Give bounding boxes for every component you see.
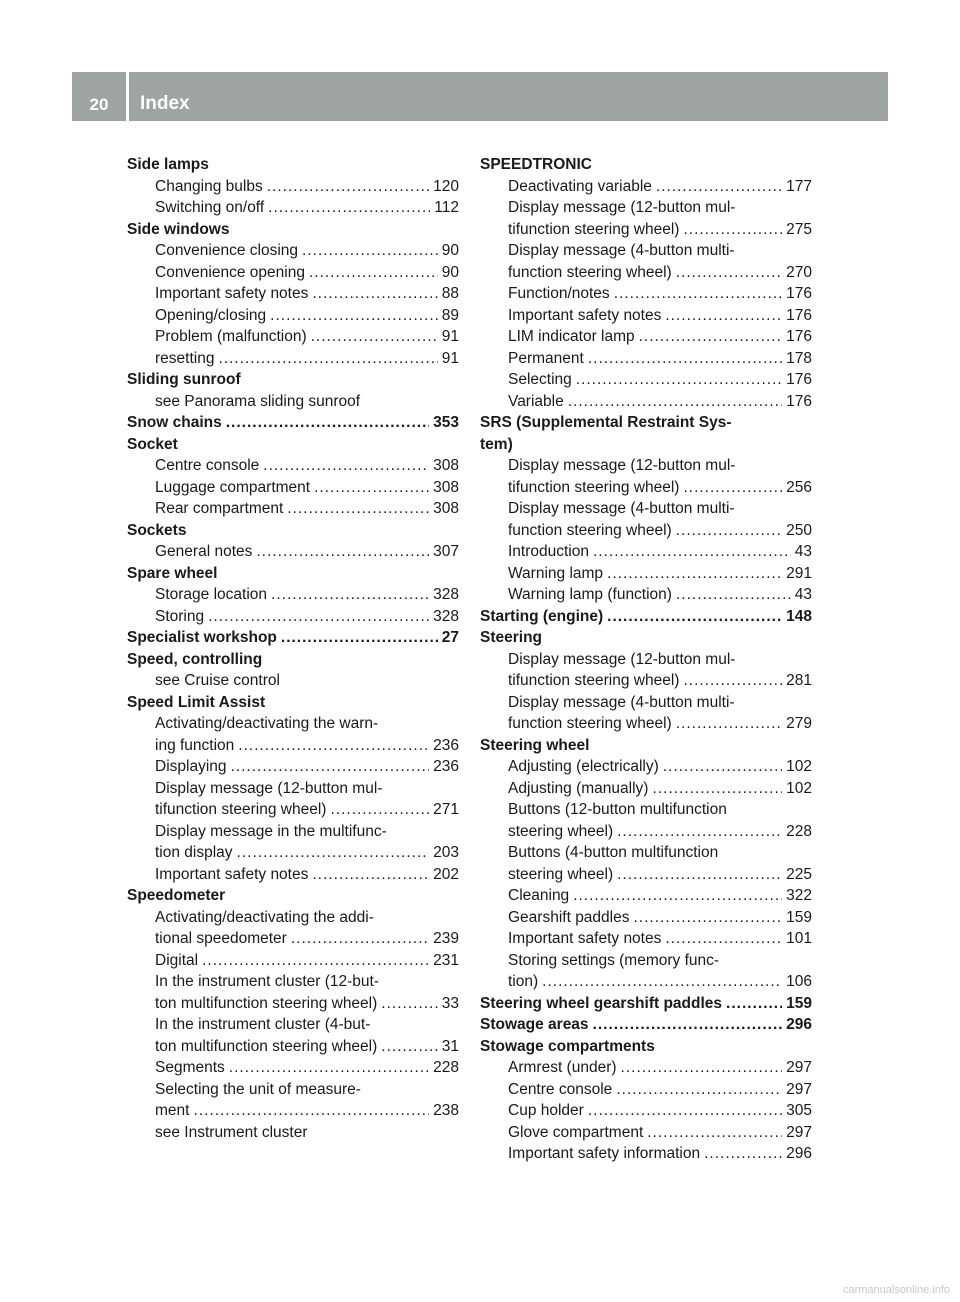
- dot-leader: [312, 283, 437, 305]
- watermark: carmanualsonline.info: [842, 1284, 950, 1296]
- index-subentry: [480, 477, 812, 499]
- index-subentry: [127, 864, 459, 886]
- index-subentry: [127, 262, 459, 284]
- index-heading: Socket: [127, 435, 178, 453]
- index-subentry: see Panorama sliding sunroof: [155, 392, 361, 410]
- page-ref: 106: [786, 973, 812, 990]
- index-subentry: Buttons (12-button multifunction: [508, 801, 727, 818]
- index-heading: Speed Limit Assist: [127, 693, 266, 711]
- dot-leader: [576, 369, 782, 391]
- index-subentry: [480, 907, 812, 929]
- entry-text: Centre console: [155, 457, 260, 474]
- entry-text: Selecting: [508, 371, 572, 388]
- index-subentry: [127, 606, 459, 628]
- index-heading: [480, 993, 812, 1015]
- page-ref: 297: [786, 1123, 812, 1141]
- entry-text: LIM indicator lamp: [508, 328, 635, 345]
- dot-leader: [652, 778, 782, 800]
- dot-leader: [281, 627, 438, 649]
- entry-text: Digital: [155, 951, 199, 969]
- entry-text: ton multifunction steering wheel): [155, 1037, 378, 1055]
- page-ref: 308: [433, 457, 459, 474]
- index-heading: tem): [480, 435, 513, 453]
- page-ref: 148: [786, 607, 812, 625]
- dot-leader: [238, 735, 429, 757]
- dot-leader: [256, 541, 429, 563]
- dot-leader: [287, 498, 429, 520]
- page-ref: 177: [786, 177, 812, 195]
- page-ref: 91: [441, 349, 459, 367]
- entry-text: Glove compartment: [508, 1123, 644, 1141]
- index-heading: Sockets: [127, 521, 187, 539]
- dot-leader: [683, 219, 782, 241]
- entry-text: steering wheel): [508, 865, 614, 883]
- page-ref: 271: [433, 801, 459, 818]
- page-ref: 176: [786, 306, 812, 324]
- index-subentry: In the instrument cluster (4-but-: [155, 1016, 371, 1033]
- entry-text: Displaying: [155, 758, 227, 775]
- entry-text: Deactivating variable: [508, 177, 652, 195]
- page-ref: 305: [786, 1102, 812, 1119]
- index-subentry: [480, 885, 812, 907]
- page-ref: 90: [441, 242, 459, 259]
- page-ref: 176: [786, 285, 812, 302]
- page-ref: 239: [433, 930, 459, 947]
- entry-text: Stowage areas: [480, 1016, 589, 1033]
- dot-leader: [614, 283, 782, 305]
- dot-leader: [311, 326, 438, 348]
- index-subentry: [127, 735, 459, 757]
- dot-leader: [291, 928, 429, 950]
- entry-text: Variable: [508, 392, 564, 410]
- page-ref: 228: [433, 1059, 459, 1076]
- index-subentry: [127, 1057, 459, 1079]
- dot-leader: [309, 262, 438, 284]
- index-heading: [127, 412, 459, 434]
- dot-leader: [314, 477, 429, 499]
- page-ref: 203: [433, 844, 459, 861]
- page-ref: 308: [433, 500, 459, 517]
- index-subentry: Buttons (4-button multifunction: [508, 844, 719, 861]
- index-subentry: [480, 176, 812, 198]
- entry-text: Introduction: [508, 543, 589, 560]
- index-heading: [480, 1014, 812, 1036]
- entry-text: Important safety notes: [508, 930, 662, 947]
- dot-leader: [676, 262, 782, 284]
- index-subentry: [480, 864, 812, 886]
- dot-leader: [330, 799, 429, 821]
- index-subentry: [480, 971, 812, 993]
- index-heading: Stowage compartments: [480, 1037, 655, 1055]
- dot-leader: [676, 584, 791, 606]
- dot-leader: [312, 864, 429, 886]
- entry-text: Important safety notes: [508, 306, 662, 324]
- entry-text: Armrest (under): [508, 1059, 617, 1076]
- page-ref: 270: [786, 263, 812, 281]
- dot-leader: [593, 1014, 783, 1036]
- dot-leader: [683, 477, 782, 499]
- entry-text: Adjusting (electrically): [508, 758, 659, 775]
- index-subentry: [127, 541, 459, 563]
- page-ref: 102: [786, 758, 812, 775]
- entry-text: resetting: [155, 349, 215, 367]
- index-subentry: [480, 1079, 812, 1101]
- dot-leader: [568, 391, 782, 413]
- entry-text: Function/notes: [508, 285, 610, 302]
- page-title: Index: [140, 93, 190, 114]
- dot-leader: [202, 950, 429, 972]
- index-subentry: [127, 326, 459, 348]
- index-heading: Speed, controlling: [127, 650, 263, 668]
- index-subentry: [480, 219, 812, 241]
- dot-leader: [270, 305, 438, 327]
- index-subentry: [480, 670, 812, 692]
- index-subentry: [480, 1143, 812, 1165]
- page-ref: 120: [433, 177, 459, 195]
- dot-leader: [302, 240, 438, 262]
- index-subentry: [480, 541, 812, 563]
- index-subentry: [480, 713, 812, 735]
- index-subentry: [127, 176, 459, 198]
- entry-text: tifunction steering wheel): [508, 220, 680, 238]
- entry-text: Luggage compartment: [155, 478, 311, 496]
- page-ref: 296: [786, 1016, 812, 1033]
- page-ref: 31: [441, 1037, 459, 1055]
- dot-leader: [683, 670, 782, 692]
- dot-leader: [381, 993, 437, 1015]
- entry-text: Changing bulbs: [155, 177, 263, 195]
- entry-text: function steering wheel): [508, 715, 672, 732]
- index-subentry: Activating/deactivating the addi-: [155, 908, 374, 926]
- dot-leader: [665, 305, 782, 327]
- dot-leader: [268, 197, 430, 219]
- dot-leader: [663, 756, 782, 778]
- page-ref: 275: [786, 220, 812, 238]
- entry-text: ing function: [155, 736, 235, 754]
- index-subentry: see Instrument cluster: [155, 1123, 308, 1141]
- entry-text: tion): [508, 973, 539, 990]
- dot-leader: [593, 541, 791, 563]
- entry-text: Starting (engine): [480, 607, 604, 625]
- page-ref: 228: [786, 822, 812, 840]
- index-subentry: [127, 197, 459, 219]
- index-subentry: Display message (12-button mul-: [155, 779, 383, 797]
- dot-leader: [267, 176, 429, 198]
- index-subentry: Display message in the multifunc-: [155, 822, 387, 840]
- entry-text: Cleaning: [508, 887, 570, 904]
- dot-leader: [665, 928, 782, 950]
- index-subentry: Display message (4-button multi-: [508, 242, 735, 259]
- entry-text: Important safety information: [508, 1145, 701, 1162]
- page-ref: 102: [786, 779, 812, 797]
- entry-text: ment: [155, 1102, 190, 1119]
- entry-text: Snow chains: [127, 414, 222, 431]
- index-heading: Sliding sunroof: [127, 371, 241, 388]
- index-subentry: [127, 477, 459, 499]
- page-ref: 27: [441, 629, 459, 646]
- entry-text: tifunction steering wheel): [508, 478, 680, 496]
- index-subentry: [127, 348, 459, 370]
- index-subentry: Selecting the unit of measure-: [155, 1080, 361, 1098]
- dot-leader: [588, 1100, 782, 1122]
- page-ref: 328: [433, 586, 459, 603]
- dot-leader: [676, 520, 782, 542]
- index-subentry: [127, 756, 459, 778]
- index-subentry: [480, 520, 812, 542]
- page-ref: 297: [786, 1080, 812, 1098]
- page-ref: 91: [441, 328, 459, 345]
- page-ref: 281: [786, 672, 812, 689]
- entry-text: Segments: [155, 1059, 225, 1076]
- page-ref: 296: [786, 1145, 812, 1162]
- entry-text: General notes: [155, 543, 253, 560]
- dot-leader: [634, 907, 783, 929]
- dot-leader: [617, 864, 782, 886]
- index-subentry: [480, 778, 812, 800]
- entry-text: Convenience closing: [155, 242, 299, 259]
- index-heading: Side lamps: [127, 156, 209, 173]
- entry-text: function steering wheel): [508, 263, 672, 281]
- index-subentry: [480, 563, 812, 585]
- dot-leader: [208, 606, 429, 628]
- entry-text: Centre console: [508, 1080, 613, 1098]
- index-subentry: Display message (12-button mul-: [508, 457, 736, 474]
- index-subentry: [480, 756, 812, 778]
- index-subentry: [127, 928, 459, 950]
- index-subentry: [127, 950, 459, 972]
- index-subentry: [127, 799, 459, 821]
- index-subentry: [480, 283, 812, 305]
- index-subentry: [480, 326, 812, 348]
- page-ref: 328: [433, 607, 459, 625]
- page-ref: 101: [786, 930, 812, 947]
- index-subentry: [480, 391, 812, 413]
- index-subentry: [127, 584, 459, 606]
- page-ref: 159: [786, 908, 812, 926]
- index-subentry: [127, 993, 459, 1015]
- entry-text: Important safety notes: [155, 285, 309, 302]
- page-number: 20: [89, 95, 109, 114]
- entry-text: tional speedometer: [155, 930, 287, 947]
- page-ref: 238: [433, 1102, 459, 1119]
- index-subentry: [127, 498, 459, 520]
- index-subentry: Display message (4-button multi-: [508, 693, 735, 711]
- index-subentry: [480, 1057, 812, 1079]
- index-subentry: [480, 262, 812, 284]
- index-subentry: [127, 1100, 459, 1122]
- page-ref: 43: [794, 543, 812, 560]
- entry-text: Warning lamp: [508, 564, 604, 582]
- page-ref: 256: [786, 478, 812, 496]
- dot-leader: [588, 348, 782, 370]
- entry-text: Adjusting (manually): [508, 779, 649, 797]
- index-subentry: [480, 821, 812, 843]
- page-ref: 88: [441, 285, 459, 302]
- dot-leader: [263, 455, 429, 477]
- index-subentry: Display message (12-button mul-: [508, 199, 736, 216]
- page-ref: 33: [441, 994, 459, 1012]
- index-column-left: [127, 154, 459, 1143]
- entry-text: Important safety notes: [155, 865, 309, 883]
- dot-leader: [621, 1057, 783, 1079]
- index-subentry: [480, 584, 812, 606]
- dot-leader: [656, 176, 782, 198]
- dot-leader: [271, 584, 429, 606]
- index-subentry: [127, 305, 459, 327]
- dot-leader: [542, 971, 782, 993]
- page-ref: 236: [433, 758, 459, 775]
- entry-text: Convenience opening: [155, 263, 305, 281]
- header-bar: [72, 72, 888, 121]
- page-ref: 307: [433, 543, 459, 560]
- dot-leader: [229, 1057, 429, 1079]
- dot-leader: [381, 1036, 437, 1058]
- index-subentry: [127, 1036, 459, 1058]
- index-heading: [480, 606, 812, 628]
- entry-text: Opening/closing: [155, 306, 267, 324]
- dot-leader: [639, 326, 782, 348]
- dot-leader: [607, 563, 782, 585]
- index-subentry: see Cruise control: [155, 672, 280, 689]
- index-heading: [127, 627, 459, 649]
- entry-text: tifunction steering wheel): [155, 801, 327, 818]
- index-subentry: [480, 928, 812, 950]
- index-subentry: In the instrument cluster (12-but-: [155, 973, 379, 990]
- page-ref: 176: [786, 328, 812, 345]
- index-heading: Steering wheel: [480, 736, 590, 754]
- index-subentry: Display message (12-button mul-: [508, 650, 736, 668]
- page-ref: 202: [433, 865, 459, 883]
- entry-text: Problem (malfunction): [155, 328, 307, 345]
- entry-text: tion display: [155, 844, 233, 861]
- index-subentry: [480, 1100, 812, 1122]
- dot-leader: [617, 821, 782, 843]
- page-ref: 279: [786, 715, 812, 732]
- index-subentry: [480, 305, 812, 327]
- page-ref: 159: [786, 994, 812, 1012]
- index-heading: SPEEDTRONIC: [480, 156, 592, 173]
- index-subentry: [480, 369, 812, 391]
- index-heading: Speedometer: [127, 887, 226, 904]
- dot-leader: [647, 1122, 782, 1144]
- entry-text: Switching on/off: [155, 199, 265, 216]
- index-subentry: [127, 240, 459, 262]
- page-ref: 231: [433, 951, 459, 969]
- entry-text: tifunction steering wheel): [508, 672, 680, 689]
- index-heading: Steering: [480, 629, 543, 646]
- index-subentry: [480, 348, 812, 370]
- index-subentry: [127, 842, 459, 864]
- page-ref: 176: [786, 392, 812, 410]
- entry-text: function steering wheel): [508, 521, 672, 539]
- dot-leader: [573, 885, 782, 907]
- index-subentry: Activating/deactivating the warn-: [155, 715, 379, 732]
- entry-text: Storage location: [155, 586, 268, 603]
- entry-text: Gearshift paddles: [508, 908, 630, 926]
- page-ref: 236: [433, 736, 459, 754]
- index-subentry: Storing settings (memory func-: [508, 951, 720, 969]
- entry-text: Storing: [155, 607, 205, 625]
- page-ref: 90: [441, 263, 459, 281]
- page-ref: 291: [786, 564, 812, 582]
- page-ref: 353: [433, 414, 459, 431]
- page-ref: 297: [786, 1059, 812, 1076]
- dot-leader: [704, 1143, 782, 1165]
- dot-leader: [193, 1100, 429, 1122]
- dot-leader: [616, 1079, 782, 1101]
- page-ref: 112: [434, 199, 459, 216]
- dot-leader: [218, 348, 437, 370]
- dot-leader: [607, 606, 782, 628]
- entry-text: Rear compartment: [155, 500, 284, 517]
- entry-text: Steering wheel gearshift paddles: [480, 994, 723, 1012]
- index-subentry: [127, 455, 459, 477]
- page-ref: 322: [786, 887, 812, 904]
- dot-leader: [726, 993, 782, 1015]
- entry-text: ton multifunction steering wheel): [155, 994, 378, 1012]
- dot-leader: [676, 713, 782, 735]
- dot-leader: [231, 756, 430, 778]
- entry-text: Specialist workshop: [127, 629, 277, 646]
- page-ref: 43: [794, 586, 812, 603]
- header-divider: [126, 72, 129, 121]
- page-ref: 176: [786, 371, 812, 388]
- index-subentry: [480, 1122, 812, 1144]
- entry-text: Warning lamp (function): [508, 586, 672, 603]
- dot-leader: [237, 842, 430, 864]
- page-ref: 308: [433, 478, 459, 496]
- entry-text: steering wheel): [508, 822, 614, 840]
- index-subentry: [127, 283, 459, 305]
- index-column-right: [480, 154, 812, 1165]
- page-ref: 178: [786, 349, 812, 367]
- index-subentry: Display message (4-button multi-: [508, 500, 735, 517]
- page-ref: 89: [441, 306, 459, 324]
- entry-text: Permanent: [508, 349, 584, 367]
- index-heading: SRS (Supplemental Restraint Sys-: [480, 414, 732, 431]
- page-ref: 225: [786, 865, 812, 883]
- dot-leader: [226, 412, 429, 434]
- index-heading: Spare wheel: [127, 564, 218, 582]
- page-ref: 250: [786, 521, 812, 539]
- index-heading: Side windows: [127, 220, 230, 238]
- entry-text: Cup holder: [508, 1102, 584, 1119]
